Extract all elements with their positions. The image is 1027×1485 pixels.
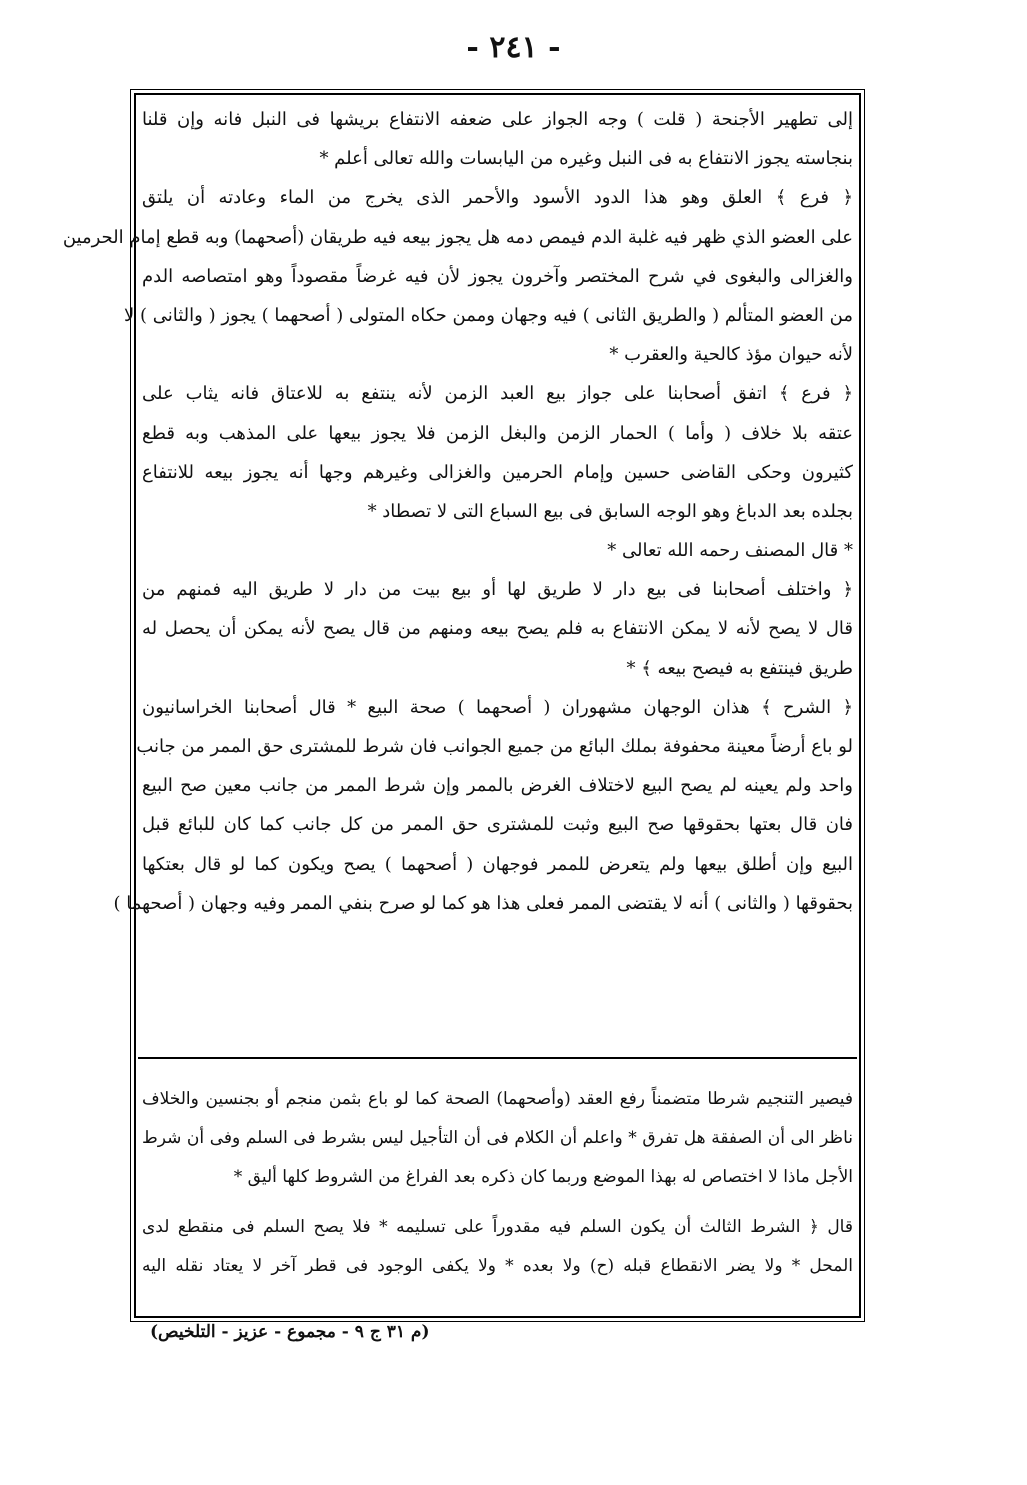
main-line: عتقه بلا خلاف ( وأما ) الحمار الزمن والبغل الزمن فلا يجوز بيعها على المذهب وبه قطع (142, 422, 853, 444)
main-line: بنجاسته يجوز الانتفاع به فى النبل وغيره من اليابسات والله تعالى أعلم * (319, 148, 853, 170)
main-line: البيع وإن أطلق بيعها ولم يتعرض للممر فوجهان ( أصحهما ) يصح ويكون كما لو قال بعتكها (142, 853, 853, 875)
commentary-line: ناظر الى أن الصفقة هل تفرق * واعلم أن الكلام فى أن التأجيل ليس بشرط فى السلم وفى أن شرط (142, 1128, 853, 1148)
main-line: لو باع أرضاً معينة محفوفة بملك البائع من جميع الجوانب فان شرط للمشترى حق الممر من جانب (136, 736, 853, 757)
main-line: بجلده بعد الدباغ وهو الوجه السابق فى بيع السباع التى لا تصطاد * (367, 500, 853, 522)
main-line: قال لا يصح لأنه لا يمكن الانتفاع به فلم يصح بيعه ومنهم من قال يصح لأنه يمكن أن يحصل له (142, 618, 853, 640)
main-line: على العضو الذي ظهر فيه غلبة الدم فيمص دمه هل يجوز بيعه فيه طريقان (أصحهما) وبه قطع إمام الحرمين (62, 226, 853, 248)
main-text-block (62, 100, 853, 923)
main-line: والغزالى والبغوى في شرح المختصر وآخرون يجوز لأن فيه غرضاً مقصوداً وهو امتصاصه الدم (142, 265, 853, 287)
main-line: ﴿ فرع ﴾ اتفق أصحابنا على جواز بيع العبد الزمن لأنه ينتفع به للاعتاق فانه يثاب على (142, 383, 853, 405)
main-line: * قال المصنف رحمه الله تعالى * (607, 540, 853, 562)
commentary-line: الأجل ماذا لا اختصاص له بهذا الموضع وربما كان ذكره بعد الفراغ من الشروط كلها أليق * (233, 1167, 853, 1187)
main-line: لأنه حيوان مؤذ كالحية والعقرب * (609, 344, 853, 366)
main-line: ﴿ فرع ﴾ العلق وهو هذا الدود الأسود والأحمر الذى يخرج من الماء وعادته أن يلتق (142, 187, 853, 209)
main-line: ﴿ الشرح ﴾ هذان الوجهان مشهوران ( أصحهما ) صحة البيع * قال أصحابنا الخراسانيون (142, 696, 853, 718)
main-line: إلى تطهير الأجنحة ( قلت ) وجه الجواز على ضعفه الانتفاع بريشها فى النبل فانه وإن قلنا (142, 109, 853, 130)
footer-signature: (م ٣١ ج ٩ - مجموع - عزيز - التلخيص) (150, 1322, 430, 1342)
main-line: فان قال بعتها بحقوقها صح البيع وثبت للمشترى حق الممر من كل جانب كما كان للبائع قبل (142, 814, 853, 836)
main-line: واحد ولم يعينه لم يصح البيع لاختلاف الغرض بالممر وإن شرط الممر من جانب معين صح البيع (142, 775, 853, 797)
main-line: بحقوقها ( والثانى ) أنه لا يقتضى الممر فعلى هذا هو كما لو صرح بنفي الممر وفيه وجهان ( أصحهما ) (113, 892, 853, 914)
main-line: كثيرون وحكى القاضى حسين وإمام الحرمين والغزالى وغيرهم وجها أنه يجوز بيعه للانتفاع (142, 461, 853, 483)
commentary-line: المحل * ولا يضر الانقطاع قبله (ح) ولا بعده * ولا يكفى الوجود فى قطر آخر لا يعتاد نقله اليه (142, 1256, 854, 1276)
main-line: ﴿ واختلف أصحابنا فى بيع دار لا طريق لها أو بيع بيت من دار لا طريق اليه فمنهم من (142, 579, 853, 601)
page-number: - ٢٤١ - (466, 30, 561, 65)
commentary-line: فيصير التنجيم شرطا متضمناً رفع العقد (وأصحهما) الصحة كما لو باع بثمن منجم أو بجنسين والخلاف (142, 1089, 853, 1109)
main-line: من العضو المتألم ( والطريق الثانى ) فيه وجهان وممن حكاه المتولى ( أصحهما ) يجوز ( والثانى ) لا (124, 304, 853, 326)
main-line: طريق فينتفع به فيصح بيعه ﴾ * (626, 657, 853, 679)
section-divider (138, 1057, 857, 1059)
paragraph-gap (142, 1197, 853, 1208)
commentary-block (142, 1080, 853, 1286)
commentary-line: قال ﴿ الشرط الثالث أن يكون السلم فيه مقدوراً على تسليمه * فلا يصح السلم فى منقطع لدى (142, 1217, 853, 1237)
